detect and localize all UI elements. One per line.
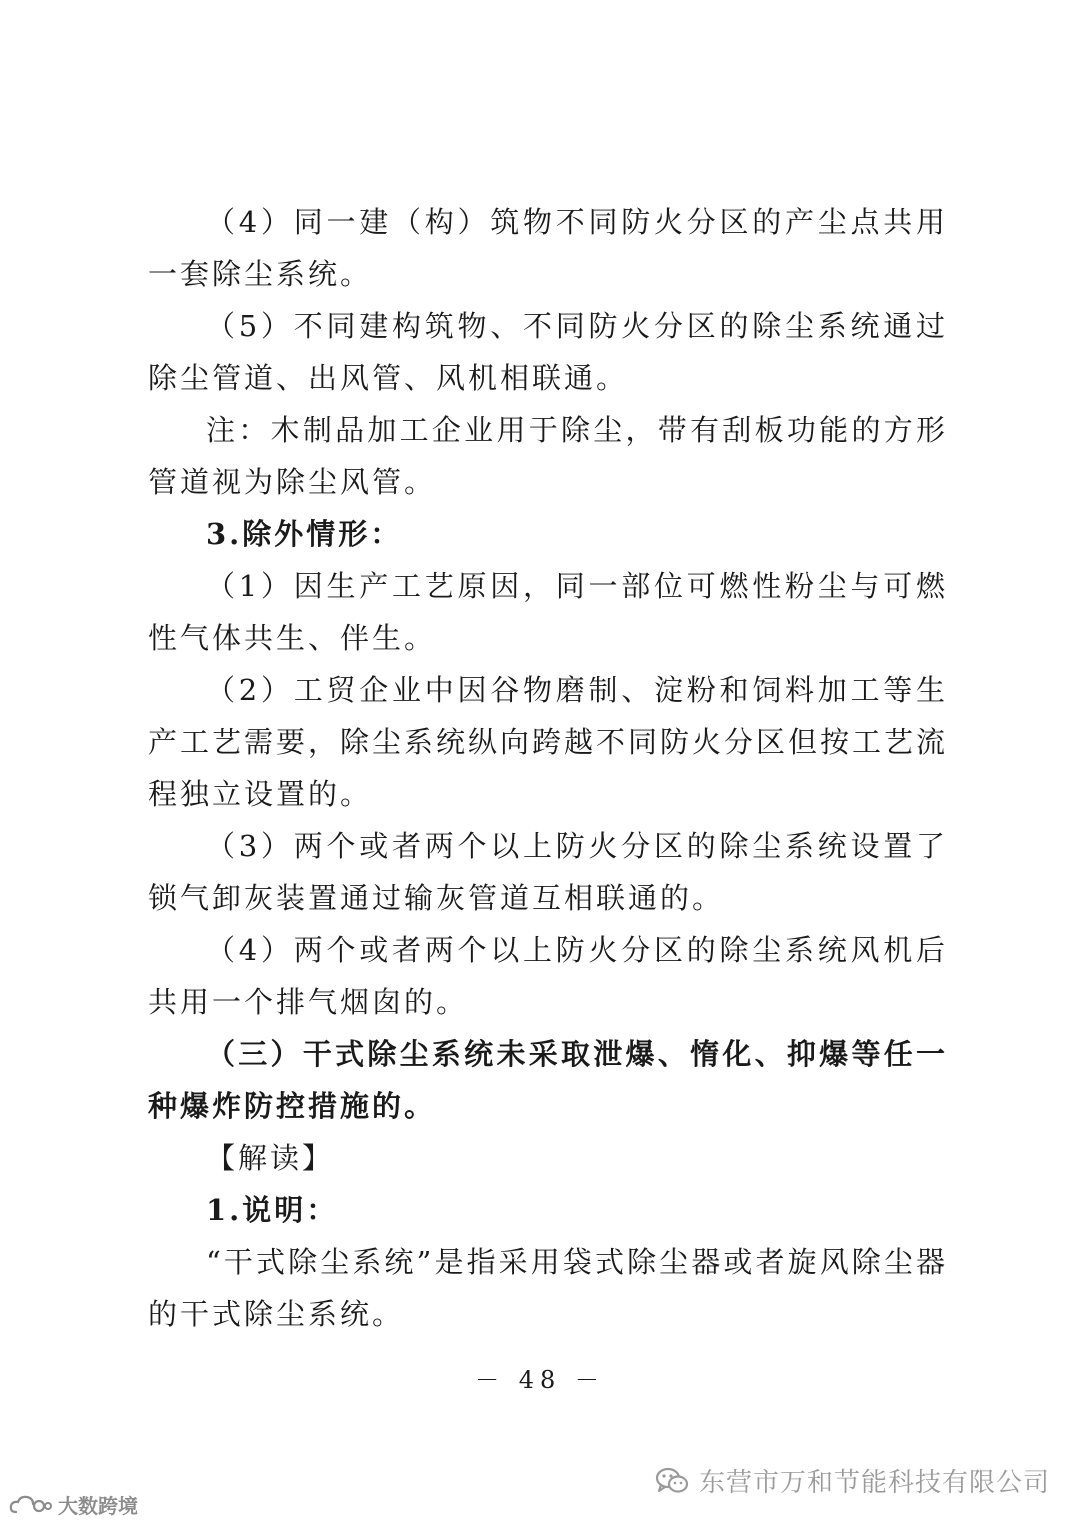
wechat-icon [655, 1466, 689, 1496]
paragraph: （4）同一建（构）筑物不同防火分区的产尘点共用一套除尘系统。 [148, 205, 948, 291]
page-number: － 48 － [475, 1366, 605, 1394]
body-text [148, 196, 948, 1340]
watermark-text: 大数跨境 [58, 1494, 138, 1518]
cloud-logo-icon [8, 1493, 52, 1517]
paragraph: （3）两个或者两个以上防火分区的除尘系统设置了锁气卸灰装置通过输灰管道互相联通的。 [148, 829, 948, 915]
watermark-dashu [8, 1490, 138, 1519]
bold-heading: （三）干式除尘系统未采取泄爆、惰化、抑爆等任一种爆炸防控措施的。 [148, 1037, 948, 1123]
paragraph: （1）因生产工艺原因，同一部位可燃性粉尘与可燃性气体共生、伴生。 [148, 569, 948, 655]
section-heading: 1.说明： [206, 1193, 339, 1227]
interpretation-label: 【解读】 [206, 1141, 335, 1175]
paragraph: （5）不同建构筑物、不同防火分区的除尘系统通过除尘管道、出风管、风机相联通。 [148, 309, 948, 395]
watermark-wechat [655, 1462, 1050, 1499]
paragraph: （4）两个或者两个以上防火分区的除尘系统风机后共用一个排气烟囱的。 [148, 933, 948, 1019]
paragraph: “干式除尘系统”是指采用袋式除尘器或者旋风除尘器的干式除尘系统。 [148, 1245, 948, 1331]
paragraph: 注：木制品加工企业用于除尘，带有刮板功能的方形管道视为除尘风管。 [148, 413, 948, 499]
section-heading: 3.除外情形： [206, 517, 403, 551]
paragraph: （2）工贸企业中因谷物磨制、淀粉和饲料加工等生产工艺需要，除尘系统纵向跨越不同防火分区但按工艺流程独立设置的。 [148, 673, 949, 811]
watermark-text: 东营市万和节能科技有限公司 [698, 1468, 1050, 1498]
